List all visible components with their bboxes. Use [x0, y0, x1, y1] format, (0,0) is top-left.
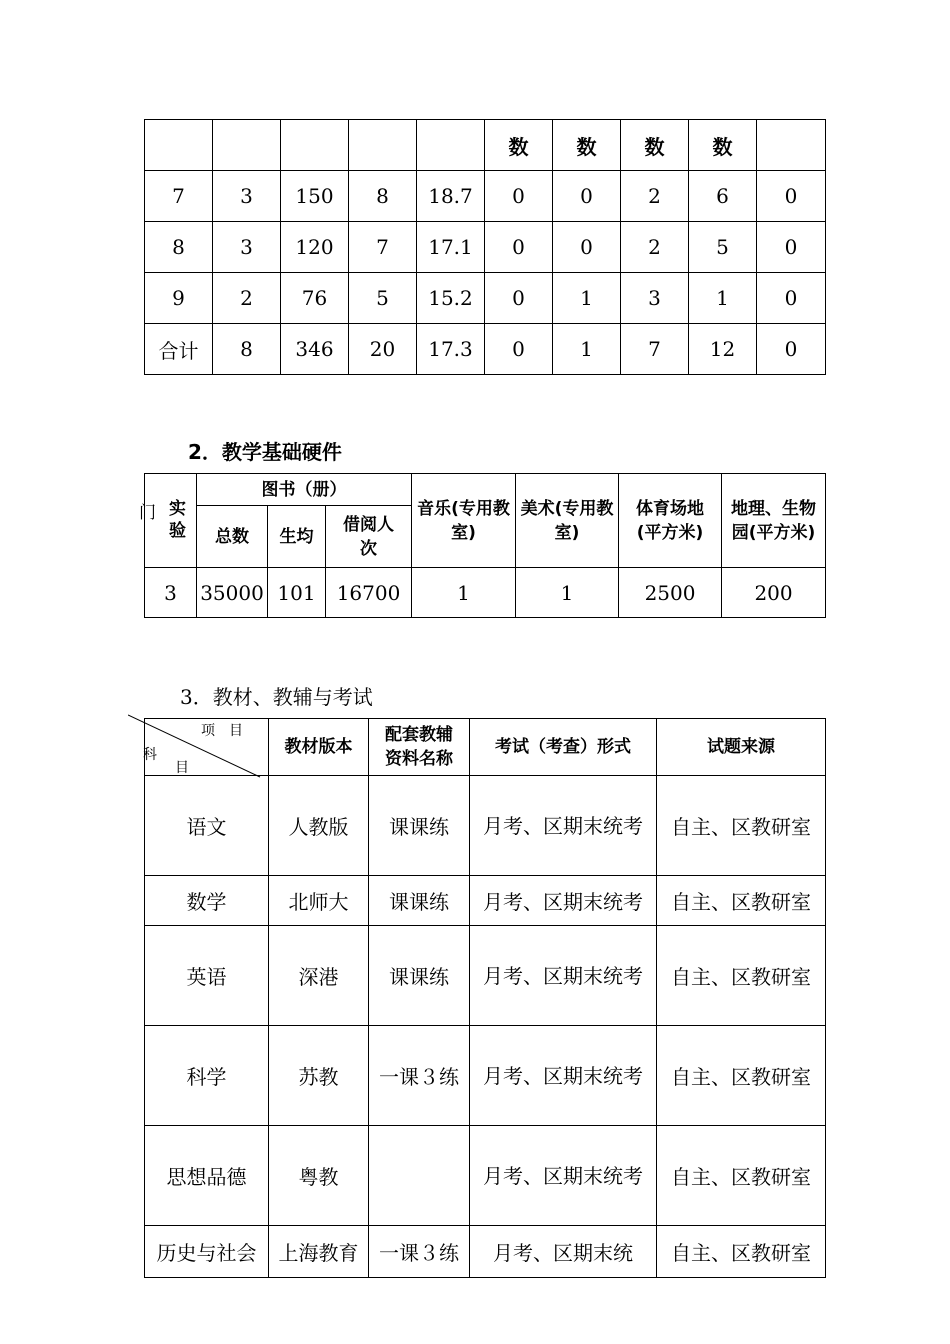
table-cell: 月考、区期末统考	[470, 876, 657, 926]
table-header-row	[145, 120, 826, 171]
table-cell: 150	[281, 171, 349, 222]
table-cell: 0	[553, 171, 621, 222]
header-cell	[213, 120, 281, 171]
books-group-header: 图书（册）	[197, 474, 412, 506]
header-cell	[757, 120, 826, 171]
table-cell	[369, 1126, 470, 1226]
table-cell: 课课练	[369, 876, 470, 926]
table-cell: 3	[621, 273, 689, 324]
table-cell: 课课练	[369, 776, 470, 876]
header-cell: 数	[689, 120, 757, 171]
table-cell: 粤教	[269, 1126, 369, 1226]
table-cell: 北师大	[269, 876, 369, 926]
header-question-source: 试题来源	[657, 719, 826, 776]
table-cell: 6	[689, 171, 757, 222]
garden-header: 地理、生物园(平方米)	[722, 474, 826, 568]
table-cell: 18.7	[417, 171, 485, 222]
table-cell: 2500	[619, 568, 722, 618]
table-cell: 3	[213, 222, 281, 273]
books-total-header: 总数	[197, 506, 268, 568]
table-cell: 自主、区教研室	[657, 876, 826, 926]
table-cell: 0	[485, 171, 553, 222]
table-cell: 9	[145, 273, 213, 324]
table-cell: 自主、区教研室	[657, 926, 826, 1026]
table-cell: 1	[516, 568, 619, 618]
table-cell: 上海教育	[269, 1226, 369, 1278]
header-cell: 数	[485, 120, 553, 171]
table-cell: 5	[689, 222, 757, 273]
textbook-exam-table	[144, 718, 826, 1278]
table-cell: 自主、区教研室	[657, 1126, 826, 1226]
music-room-header: 音乐(专用教室)	[412, 474, 516, 568]
table-cell: 月考、区期末统考	[470, 1026, 657, 1126]
hardware-table	[139, 473, 826, 618]
table-cell: 7	[145, 171, 213, 222]
table-cell: 0	[485, 222, 553, 273]
table-cell: 人教版	[269, 776, 369, 876]
header-cell	[349, 120, 417, 171]
table-cell: 月考、区期末统考	[470, 776, 657, 876]
table-cell: 1	[553, 273, 621, 324]
table-cell: 0	[757, 171, 826, 222]
lab-header	[139, 474, 197, 568]
corner-label-subject: 科	[143, 747, 157, 763]
table-cell: 一课３练	[369, 1226, 470, 1278]
table-row	[145, 171, 826, 222]
subject-cell: 科学	[145, 1026, 269, 1126]
table-cell: 0	[757, 273, 826, 324]
subject-cell: 英语	[145, 926, 269, 1026]
table-cell: 深港	[269, 926, 369, 1026]
table-cell: 一课３练	[369, 1026, 470, 1126]
corner-label-item-bottom: 目	[175, 760, 189, 776]
table-cell: 17.3	[417, 324, 485, 375]
table-cell: 苏教	[269, 1026, 369, 1126]
table-cell: 月考、区期末统考	[470, 926, 657, 1026]
table-cell: 20	[349, 324, 417, 375]
table-cell: 0	[485, 273, 553, 324]
table-cell: 0	[485, 324, 553, 375]
table-row	[145, 222, 826, 273]
table-cell: 15.2	[417, 273, 485, 324]
table-row-total	[145, 324, 826, 375]
header-cell: 数	[553, 120, 621, 171]
table-cell: 3	[213, 171, 281, 222]
header-cell	[281, 120, 349, 171]
table-cell: 200	[722, 568, 826, 618]
table-cell: 月考、区期末统	[470, 1226, 657, 1278]
table-cell: 120	[281, 222, 349, 273]
table-cell: 0	[757, 222, 826, 273]
header-cell	[145, 120, 213, 171]
table-cell: 7	[349, 222, 417, 273]
table-cell: 1	[412, 568, 516, 618]
table-cell: 1	[553, 324, 621, 375]
table-cell: 月考、区期末统考	[470, 1126, 657, 1226]
table-cell: 101	[268, 568, 326, 618]
table-row	[145, 1026, 826, 1126]
table-row	[145, 776, 826, 876]
table-cell: 5	[349, 273, 417, 324]
table-cell: 0	[757, 324, 826, 375]
table-header-row	[145, 719, 826, 776]
header-textbook-edition: 教材版本	[269, 719, 369, 776]
table-cell: 2	[213, 273, 281, 324]
subject-cell: 语文	[145, 776, 269, 876]
lab-header-cut: 门	[139, 503, 156, 523]
sports-field-header: 体育场地(平方米)	[619, 474, 722, 568]
header-exam-form: 考试（考查）形式	[470, 719, 657, 776]
table-row	[145, 1226, 826, 1278]
table-cell: 自主、区教研室	[657, 1026, 826, 1126]
table-cell: 17.1	[417, 222, 485, 273]
table-cell: 76	[281, 273, 349, 324]
table-row	[145, 1126, 826, 1226]
table-cell: 课课练	[369, 926, 470, 1026]
corner-header-cell	[145, 719, 269, 776]
table-row	[145, 876, 826, 926]
class-stats-table	[144, 119, 826, 375]
table-cell: 7	[621, 324, 689, 375]
table-cell: 合计	[145, 324, 213, 375]
header-supplementary: 配套教辅资料名称	[369, 719, 470, 776]
header-cell: 数	[621, 120, 689, 171]
table-cell: 346	[281, 324, 349, 375]
table-cell: 自主、区教研室	[657, 1226, 826, 1278]
table-cell: 16700	[326, 568, 412, 618]
header-cell	[417, 120, 485, 171]
subject-cell: 数学	[145, 876, 269, 926]
table-cell: 0	[553, 222, 621, 273]
table-cell: 12	[689, 324, 757, 375]
corner-label-item: 项 目	[201, 723, 243, 739]
table-cell: 自主、区教研室	[657, 776, 826, 876]
subject-cell: 思想品德	[145, 1126, 269, 1226]
books-borrow-header: 借阅人次	[326, 506, 412, 568]
table-cell: 2	[621, 171, 689, 222]
subject-cell: 历史与社会	[145, 1226, 269, 1278]
section-heading-hardware: 2．教学基础硬件	[188, 440, 342, 464]
table-cell: 35000	[197, 568, 268, 618]
table-row	[145, 273, 826, 324]
section-heading-textbooks: 3．教材、教辅与考试	[180, 685, 373, 709]
table-cell: 3	[145, 568, 197, 618]
table-row	[145, 926, 826, 1026]
table-cell: 2	[621, 222, 689, 273]
table-cell: 8	[145, 222, 213, 273]
table-cell: 8	[349, 171, 417, 222]
table-cell: 8	[213, 324, 281, 375]
art-room-header: 美术(专用教室)	[516, 474, 619, 568]
table-cell: 1	[689, 273, 757, 324]
lab-header-label: 实验	[169, 499, 186, 541]
table-row	[145, 568, 826, 618]
books-per-student-header: 生均	[268, 506, 326, 568]
